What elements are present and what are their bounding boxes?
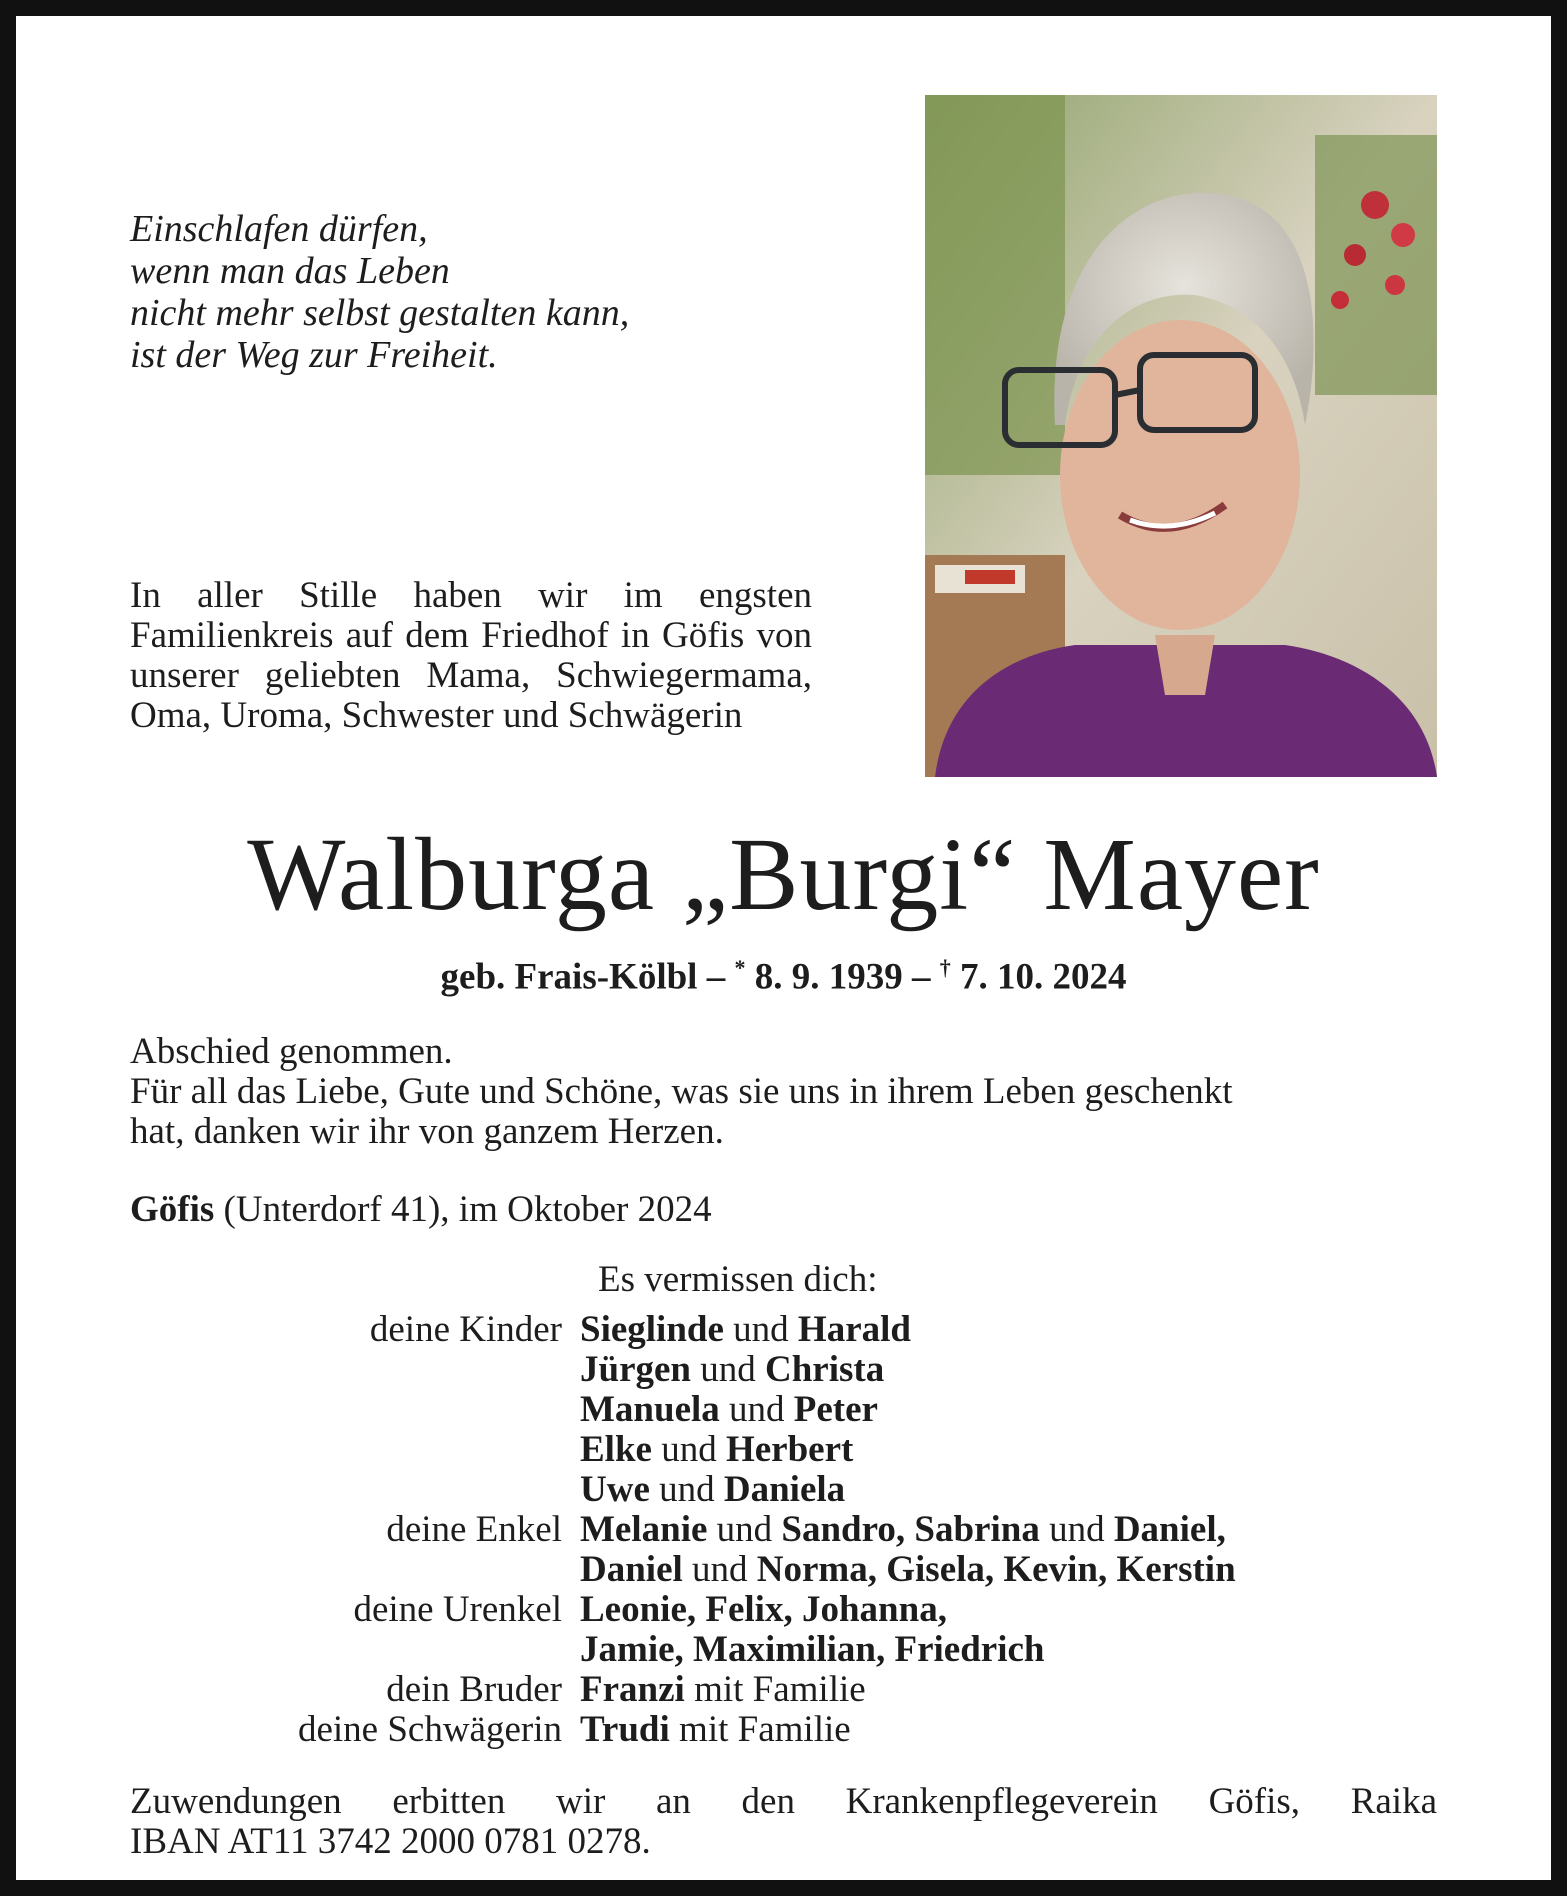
- family-connector: und: [691, 1349, 765, 1390]
- family-member-name: Peter: [793, 1389, 878, 1430]
- family-member-name: Norma, Gisela, Kevin, Kerstin: [756, 1549, 1236, 1590]
- family-names: [580, 1590, 1437, 1630]
- donation-note: [130, 1782, 1437, 1862]
- place-town: Göfis: [130, 1189, 215, 1230]
- death-date: 7. 10. 2024: [950, 956, 1127, 998]
- family-relation: [130, 1550, 580, 1590]
- family-row: [130, 1630, 1437, 1670]
- farewell-line: Abschied genommen.: [130, 1031, 453, 1072]
- family-names: [580, 1670, 1437, 1710]
- family-relation: deine Enkel: [386, 1509, 562, 1550]
- family-member-name: Jürgen: [580, 1349, 691, 1390]
- family-names: [580, 1710, 1437, 1750]
- family-member-name: Elke: [580, 1429, 652, 1470]
- family-connector: mit Familie: [684, 1669, 866, 1710]
- family-member-name: Sandro, Sabrina: [781, 1509, 1040, 1550]
- deceased-name: Walburga „Burgi“ Mayer: [247, 817, 1320, 932]
- poem: [130, 208, 730, 376]
- family-row: [130, 1390, 1437, 1430]
- family-names: [580, 1310, 1437, 1350]
- donation-line: Zuwendungen erbitten wir an den Krankenpflegeverein Göfis, Raika: [130, 1781, 1437, 1822]
- donation-line: IBAN AT11 3742 2000 0781 0278.: [130, 1821, 651, 1862]
- family-names: [580, 1470, 1437, 1510]
- family-relation: [130, 1350, 580, 1390]
- family-connector: und: [651, 1429, 726, 1470]
- intro-paragraph: In aller Stille haben wir im engsten Familienkreis auf dem Friedhof in Göfis von unserer geliebten Mama, Schwiegermama, Oma, Uroma, Schwester und Schwägerin: [130, 575, 812, 736]
- family-names: [580, 1550, 1437, 1590]
- family-relation: deine Schwägerin: [297, 1709, 562, 1750]
- family-relation: [130, 1630, 580, 1670]
- family-names: [580, 1510, 1437, 1550]
- family-member-name: Daniel,: [1113, 1509, 1226, 1550]
- family-member-name: Sieglinde: [580, 1309, 724, 1350]
- portrait-image: [925, 95, 1437, 777]
- family-member-name: Christa: [765, 1349, 885, 1390]
- farewell-text: [130, 1032, 1437, 1152]
- family-row: [130, 1710, 1437, 1750]
- family-connector: und: [1039, 1509, 1114, 1550]
- family-list: [130, 1310, 1437, 1750]
- poem-line: wenn man das Leben: [130, 250, 450, 292]
- family-connector: und: [649, 1469, 724, 1510]
- family-relation: dein Bruder: [386, 1669, 562, 1710]
- family-member-name: Jamie, Maximilian, Friedrich: [580, 1629, 1045, 1670]
- family-row: [130, 1510, 1437, 1550]
- family-member-name: Daniela: [723, 1469, 846, 1510]
- family-member-name: Manuela: [580, 1389, 720, 1430]
- family-member-name: Trudi: [580, 1709, 670, 1750]
- family-row: [130, 1590, 1437, 1630]
- poem-line: Einschlafen dürfen,: [130, 208, 428, 250]
- missed-heading: Es vermissen dich:: [598, 1259, 878, 1300]
- family-relation: [130, 1430, 580, 1470]
- family-row: [130, 1550, 1437, 1590]
- family-relation: deine Kinder: [369, 1309, 562, 1350]
- family-row: [130, 1670, 1437, 1710]
- family-names: [580, 1630, 1437, 1670]
- family-relation: [130, 1390, 580, 1430]
- family-connector: und: [723, 1309, 798, 1350]
- birth-symbol: *: [734, 955, 746, 980]
- place-date: [130, 1188, 712, 1231]
- family-row: [130, 1350, 1437, 1390]
- death-symbol: †: [939, 955, 951, 980]
- family-relation: deine Urenkel: [353, 1589, 562, 1630]
- farewell-line: Für all das Liebe, Gute und Schöne, was sie uns in ihrem Leben geschenkt: [130, 1071, 1233, 1112]
- family-connector: und: [707, 1509, 782, 1550]
- birth-date: 8. 9. 1939 –: [745, 956, 940, 998]
- family-member-name: Leonie, Felix, Johanna,: [580, 1589, 947, 1630]
- family-member-name: Uwe: [580, 1469, 650, 1510]
- family-names: [580, 1350, 1437, 1390]
- family-row: [130, 1470, 1437, 1510]
- family-connector: und: [682, 1549, 757, 1590]
- family-member-name: Herbert: [725, 1429, 854, 1470]
- family-connector: und: [719, 1389, 794, 1430]
- poem-line: ist der Weg zur Freiheit.: [130, 334, 498, 376]
- family-connector: mit Familie: [669, 1709, 851, 1750]
- life-dates: [0, 955, 1567, 998]
- family-relation: [130, 1470, 580, 1510]
- family-names: [580, 1390, 1437, 1430]
- poem-line: nicht mehr selbst gestalten kann,: [130, 292, 630, 334]
- family-member-name: Melanie: [580, 1509, 708, 1550]
- place-rest: (Unterdorf 41), im Oktober 2024: [214, 1189, 712, 1230]
- family-names: [580, 1430, 1437, 1470]
- family-member-name: Franzi: [580, 1669, 685, 1710]
- family-member-name: Daniel: [580, 1549, 683, 1590]
- farewell-line: hat, danken wir ihr von ganzem Herzen.: [130, 1111, 724, 1152]
- family-row: [130, 1430, 1437, 1470]
- portrait-photo: [925, 95, 1437, 777]
- family-member-name: Harald: [797, 1309, 911, 1350]
- birth-name: geb. Frais-Kölbl –: [440, 956, 735, 998]
- family-row: [130, 1310, 1437, 1350]
